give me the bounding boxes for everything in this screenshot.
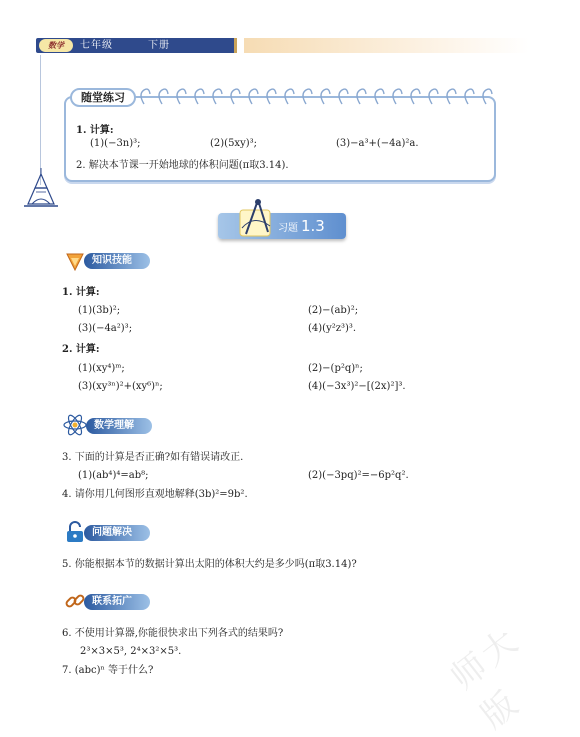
spiral-binding: [138, 84, 498, 108]
q3-label: 3. 下面的计算是否正确?如有错误请改正.: [62, 452, 244, 463]
volume-label: 下册: [148, 40, 170, 51]
section-knowledge: 知识技能: [84, 253, 150, 269]
header-band: [244, 38, 529, 53]
q2-item: (1)(xy⁴)ᵐ;: [78, 363, 125, 374]
q4-text: 4. 请你用几何图形直观地解释(3b)²=9b².: [62, 489, 248, 500]
watermark: 师大版: [443, 619, 529, 737]
section-problem: 问题解决: [84, 525, 150, 541]
atom-icon: [62, 414, 88, 436]
practice-q1-label: 1. 计算:: [76, 125, 114, 136]
q7-text: 7. (abc)ⁿ 等于什么?: [62, 665, 154, 676]
pencil-icon: [64, 250, 86, 272]
lock-icon: [64, 521, 86, 543]
grade-label: 七年级: [80, 40, 113, 51]
q3-item: (2)(−3pq)²=−6p²q².: [308, 470, 409, 481]
exercise-label: 习题: [278, 223, 298, 234]
q2-item: (4)(−3x³)²−[(2x)²]³.: [308, 381, 406, 392]
chain-icon: [64, 590, 86, 612]
header-divider: [234, 38, 237, 53]
practice-q1-item: (1)(−3n)³;: [90, 138, 141, 149]
q2-item: (3)(xy³ⁿ)²+(xy⁶)ⁿ;: [78, 381, 163, 392]
q2-label: 2. 计算:: [62, 344, 100, 355]
exercise-title: [278, 214, 325, 241]
practice-title: 随堂练习: [70, 88, 136, 107]
q3-item: (1)(ab⁴)⁴=ab⁸;: [78, 470, 149, 481]
practice-q1-item: (3)−a³+(−4a)²a.: [336, 138, 419, 149]
section-understanding: 数学理解: [86, 418, 152, 434]
q1-item: (3)(−4a²)³;: [78, 323, 133, 334]
subject-badge: 数学: [39, 39, 73, 52]
q1-item: (2)−(ab)²;: [308, 305, 359, 316]
section-extension: 联系拓广: [84, 594, 150, 610]
compass-icon: [236, 198, 276, 240]
q1-label: 1. 计算:: [62, 287, 100, 298]
margin-line: [40, 55, 41, 185]
practice-q1-item: (2)(5xy)³;: [210, 138, 257, 149]
q6-expression: 2³×3×5³, 2⁴×3²×5³.: [80, 646, 182, 657]
tower-icon: [22, 168, 60, 210]
q2-item: (2)−(p²q)ⁿ;: [308, 363, 363, 374]
practice-q2: 2. 解决本节课一开始地球的体积问题(π取3.14).: [76, 160, 289, 171]
q1-item: (1)(3b)²;: [78, 305, 121, 316]
exercise-number: 1.3: [301, 217, 325, 235]
q1-item: (4)(y²z³)³.: [308, 323, 357, 334]
q5-text: 5. 你能根据本节的数据计算出太阳的体积大约是多少吗(π取3.14)?: [62, 559, 357, 570]
q6-text: 6. 不使用计算器,你能很快求出下列各式的结果吗?: [62, 628, 284, 639]
